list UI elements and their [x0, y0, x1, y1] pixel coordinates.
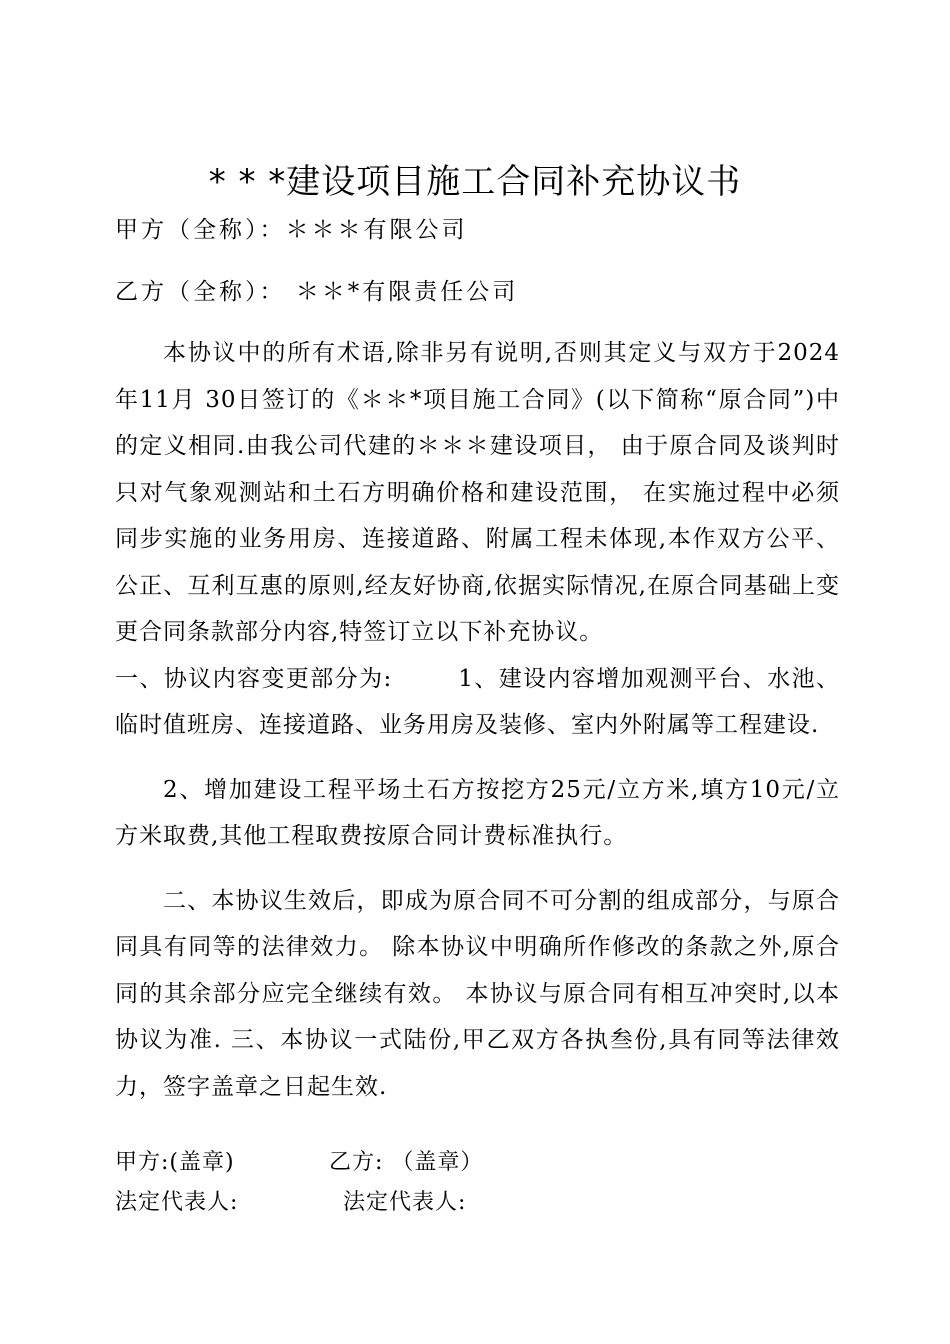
section-2-paragraph: 二、本协议生效后，即成为原合同不可分割的组成部分，与原合同具有同等的法律效力。 除本协议中明确所作修改的条款之外,原合同的其余部分应完全继续有效。 本协议与原合同有相互冲突时,以本协议为准. 三、本协议一式陆份,甲乙双方各执叁份,具有同等法律效力，签字盖章之日起生效.	[115, 887, 840, 1100]
intro-paragraph: 本协议中的所有术语,除非另有说明,否则其定义与双方于2024年11月 30日签订的《＊＊*项目施工合同》(以下简称“原合同”)中的定义相同.由我公司代建的＊＊＊建设项目， 由于原合同及谈判时只对气象观测站和土石方明确价格和建设范围， 在实施过程中必须同步实施的业务用房、连接道路、附属工程未体现,本作双方公平、公正、互利互惠的原则,经友好协商,依据实际情况,在原合同基础上变更合同条款部分内容,特签订立以下补充协议。	[115, 340, 840, 645]
party-b-line: 乙方（全称）： ＊＊*有限责任公司	[115, 279, 519, 305]
document-body	[115, 330, 840, 1110]
section-1-item-1: 1、建设内容增加观测平台、水池、临时值班房、连接道路、业务用房及装修、室内外附属等工程建设.	[115, 665, 841, 738]
signature-row-representative	[115, 1188, 466, 1218]
party-b-representative-label: 法定代表人:	[343, 1190, 467, 1215]
party-a-representative-label: 法定代表人:	[115, 1190, 239, 1215]
paragraph-gap	[115, 860, 840, 878]
paragraph-gap	[115, 749, 840, 767]
section-1-paragraph	[115, 656, 840, 749]
party-a-seal-label: 甲方:(盖章)	[115, 1150, 235, 1175]
party-a-line: 甲方（全称）：＊＊＊有限公司	[115, 217, 468, 243]
document-title: * * *建设项目施工合同补充协议书	[208, 162, 742, 202]
party-b-seal-label: 乙方: （盖章）	[329, 1150, 484, 1175]
signature-row-seal	[115, 1148, 483, 1178]
section-1-item-2: 2、增加建设工程平场土石方按挖方25元/立方米,填方10元/立方米取费,其他工程取费按原合同计费标准执行。	[115, 776, 840, 849]
section-1-heading: 一、协议内容变更部分为:	[115, 665, 393, 692]
